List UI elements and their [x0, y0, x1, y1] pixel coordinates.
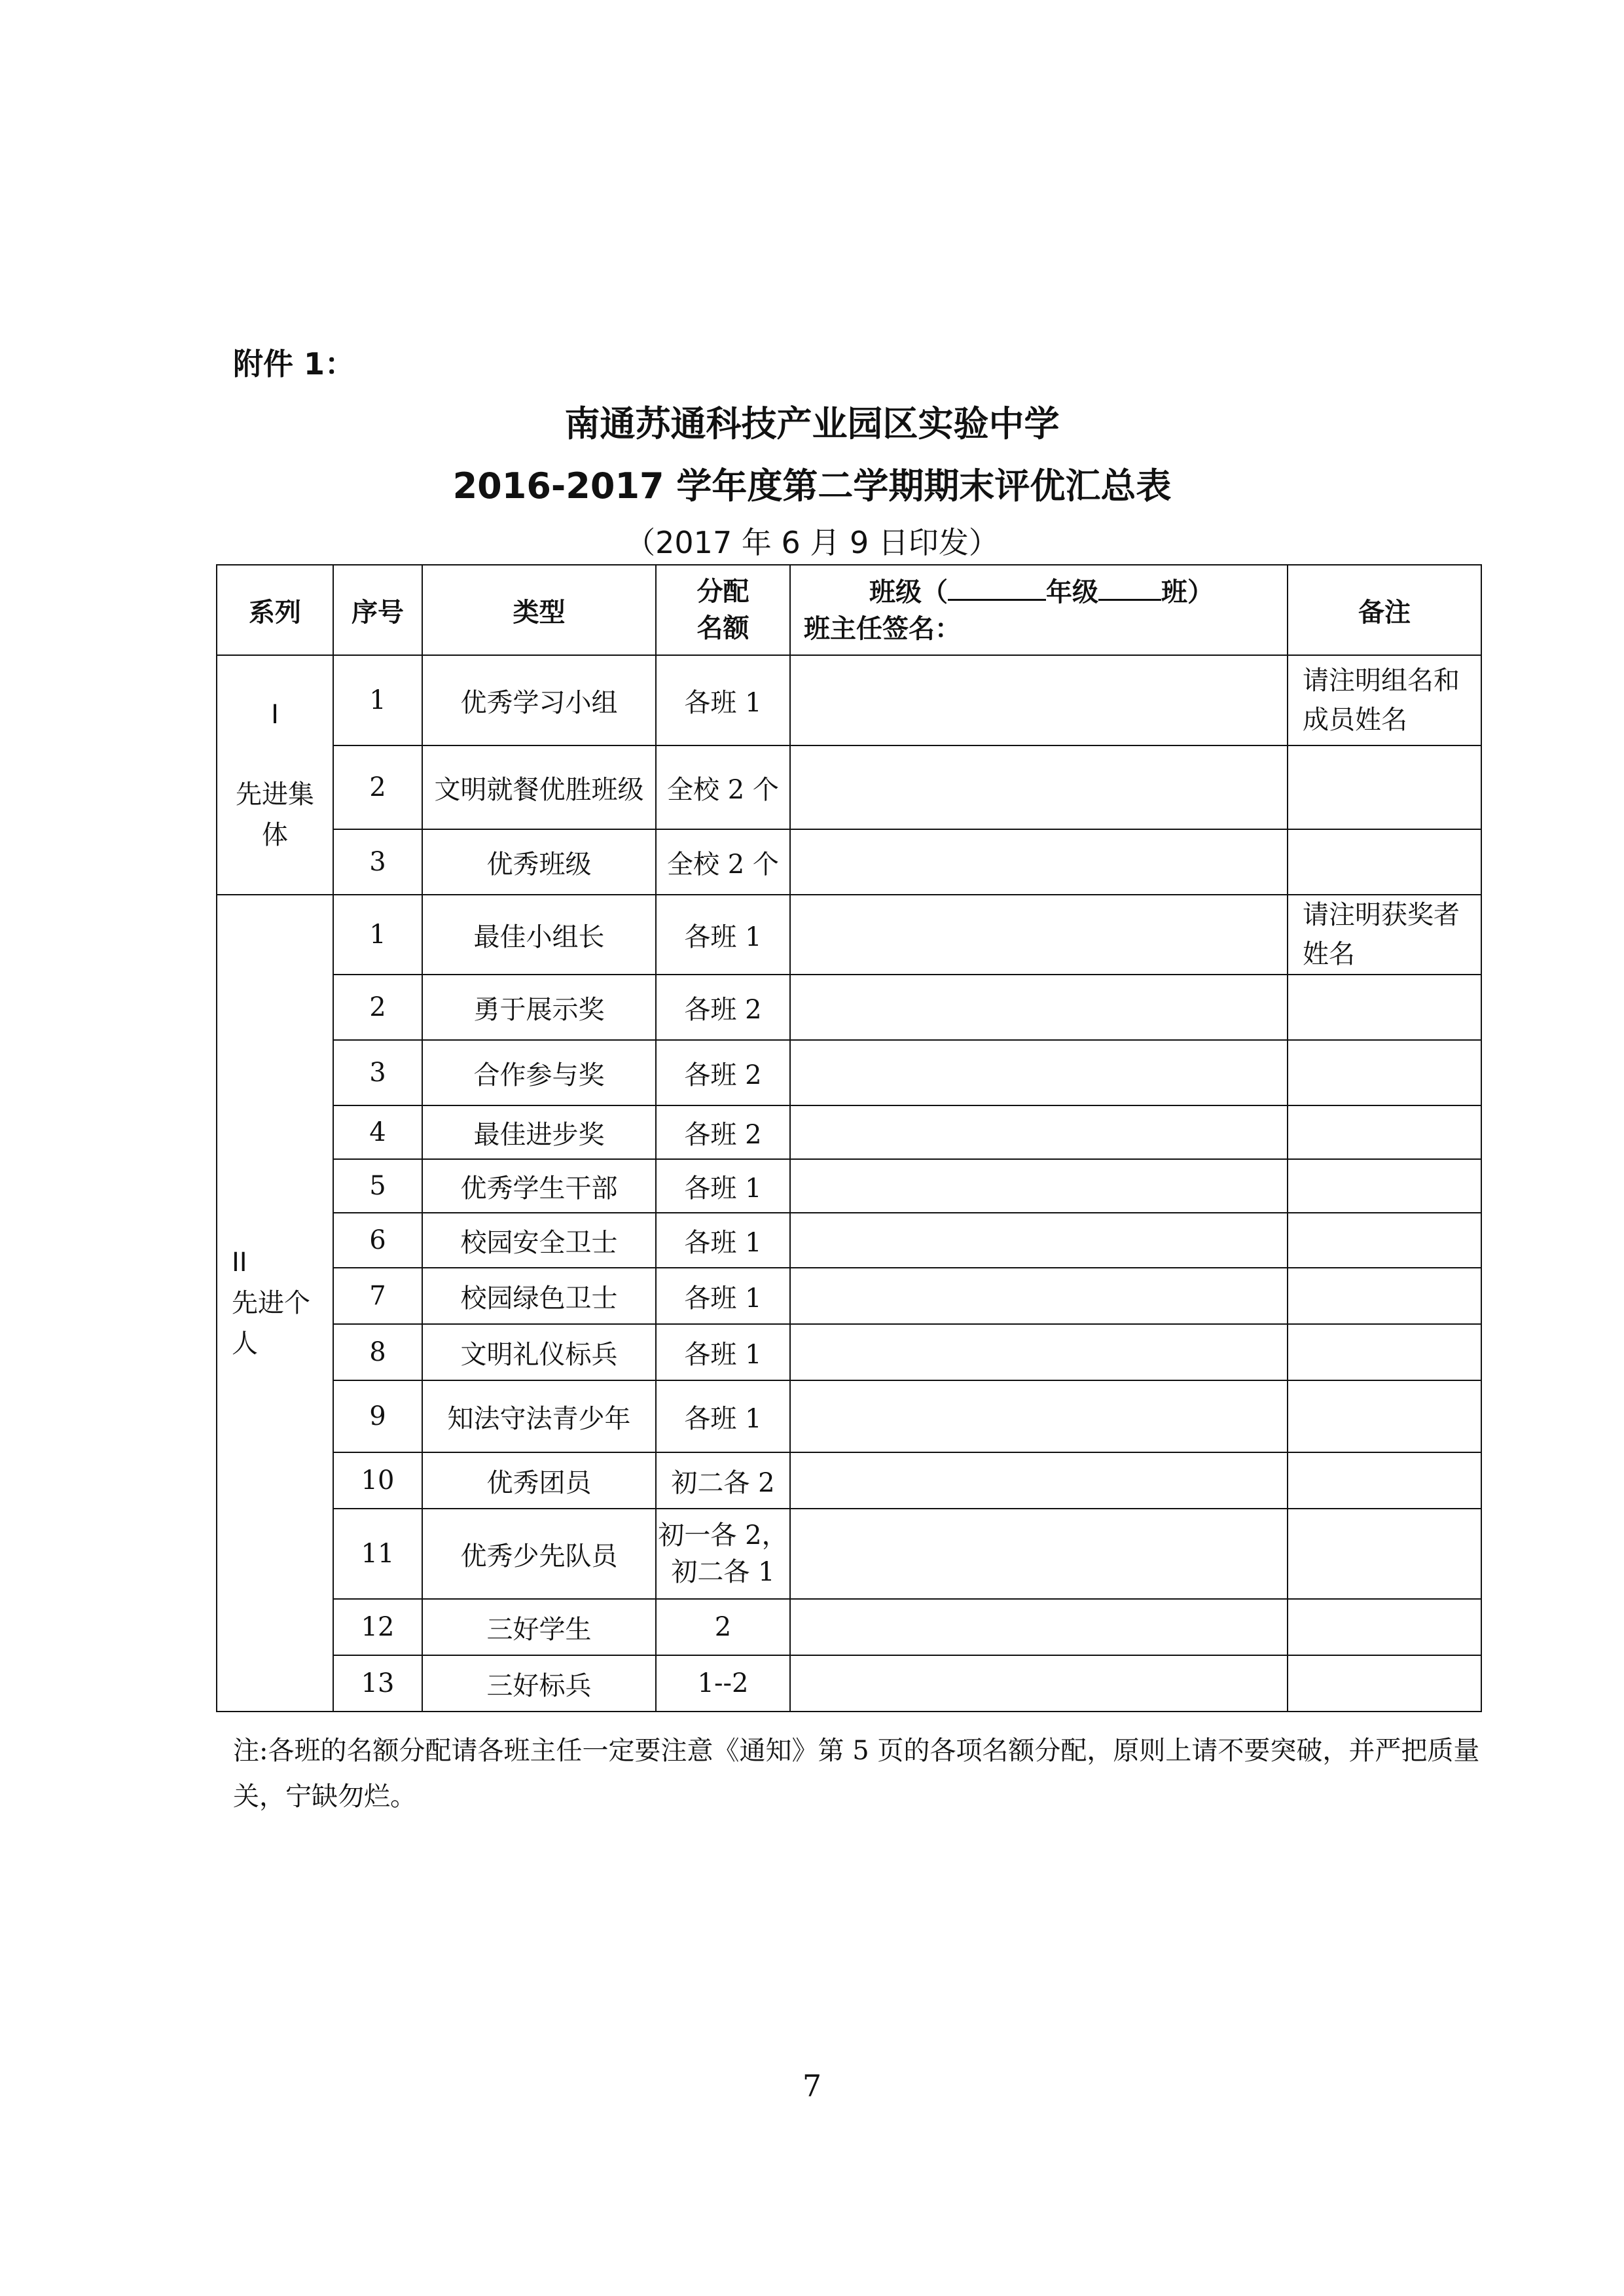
table-row: [217, 745, 1481, 829]
row-type: 知法守法青少年: [422, 1380, 656, 1452]
row-quota: 全校 2 个: [656, 829, 790, 895]
row-class-entry[interactable]: [790, 1380, 1288, 1452]
row-remark: [1288, 1268, 1481, 1324]
header-quota: [656, 565, 790, 655]
header-class-signature: 班主任签名：: [804, 614, 961, 644]
row-remark: [1288, 829, 1481, 895]
series-cell-individual: [217, 895, 333, 1712]
table-row: [217, 1452, 1481, 1509]
row-no: 2: [333, 975, 422, 1040]
row-no: 7: [333, 1268, 422, 1324]
row-type: 最佳小组长: [422, 895, 656, 975]
row-type: 三好学生: [422, 1599, 656, 1655]
header-quota-line2: 名额: [696, 613, 749, 643]
row-class-entry[interactable]: [790, 975, 1288, 1040]
row-quota: 各班 1: [656, 1380, 790, 1452]
table-row: [217, 1213, 1481, 1268]
document-subtitle-title: 2016-2017 学年度第二学期期末评优汇总表: [452, 465, 1172, 507]
table-row: [217, 1599, 1481, 1655]
row-remark: [1288, 1452, 1481, 1509]
table-row: [217, 1380, 1481, 1452]
row-class-entry[interactable]: [790, 1105, 1288, 1159]
class-blank[interactable]: [1098, 573, 1161, 601]
series-name-line1: 先进集: [236, 780, 314, 810]
header-class-grade: 年级: [1046, 577, 1098, 607]
row-no: 11: [333, 1509, 422, 1599]
header-type: 类型: [422, 565, 656, 655]
row-remark: [1288, 1040, 1481, 1105]
row-class-entry[interactable]: [790, 829, 1288, 895]
header-quota-line1: 分配: [696, 577, 749, 607]
series-roman: I: [271, 700, 279, 730]
row-no: 3: [333, 1040, 422, 1105]
row-no: 8: [333, 1324, 422, 1380]
table-row: [217, 895, 1481, 975]
row-type: 优秀团员: [422, 1452, 656, 1509]
series-name-line2: 体: [262, 820, 288, 850]
award-summary-table: [216, 564, 1482, 1712]
document-title: 南通苏通科技产业园区实验中学: [564, 403, 1060, 444]
row-type: 合作参与奖: [422, 1040, 656, 1105]
row-class-entry[interactable]: [790, 1159, 1288, 1213]
row-remark: [1288, 745, 1481, 829]
table-row: [217, 1040, 1481, 1105]
page-number: 7: [802, 2068, 822, 2104]
series-name-line2: 人: [232, 1329, 258, 1359]
series-roman: II: [232, 1247, 247, 1278]
table-row: [217, 1655, 1481, 1712]
row-type: 校园绿色卫士: [422, 1268, 656, 1324]
row-class-entry[interactable]: [790, 745, 1288, 829]
header-series: 系列: [217, 565, 333, 655]
row-remark: 请注明组名和成员姓名: [1288, 655, 1481, 745]
row-class-entry[interactable]: [790, 1324, 1288, 1380]
header-remark: 备注: [1288, 565, 1481, 655]
row-no: 13: [333, 1655, 422, 1712]
row-no: 5: [333, 1159, 422, 1213]
row-remark: [1288, 1324, 1481, 1380]
series-name-line1: 先进个: [232, 1288, 310, 1318]
row-no: 2: [333, 745, 422, 829]
header-class-suffix: 班）: [1161, 577, 1214, 607]
row-no: 12: [333, 1599, 422, 1655]
row-remark: [1288, 1655, 1481, 1712]
row-quota: 初二各 2: [656, 1452, 790, 1509]
row-no: 6: [333, 1213, 422, 1268]
row-class-entry[interactable]: [790, 1268, 1288, 1324]
row-class-entry[interactable]: [790, 1599, 1288, 1655]
footnote: 注:各班的名额分配请各班主任一定要注意《通知》第 5 页的各项名额分配，原则上请不要突破，并严把质量关，宁缺勿烂。: [233, 1736, 1480, 1812]
row-class-entry[interactable]: [790, 895, 1288, 975]
table-row: [217, 1324, 1481, 1380]
table-row: [217, 1509, 1481, 1599]
row-class-entry[interactable]: [790, 1452, 1288, 1509]
grade-blank[interactable]: [948, 573, 1046, 601]
table-header-row: [217, 565, 1481, 655]
row-type: 三好标兵: [422, 1655, 656, 1712]
row-no: 1: [333, 895, 422, 975]
row-type: 优秀班级: [422, 829, 656, 895]
row-no: 1: [333, 655, 422, 745]
issue-date: （2017 年 6 月 9 日印发）: [625, 525, 999, 560]
row-type: 优秀学生干部: [422, 1159, 656, 1213]
row-remark: 请注明获奖者姓名: [1288, 895, 1481, 975]
table-row: [217, 1268, 1481, 1324]
series-cell-collective: [217, 655, 333, 895]
row-type: 勇于展示奖: [422, 975, 656, 1040]
row-remark: [1288, 1599, 1481, 1655]
row-type: 文明礼仪标兵: [422, 1324, 656, 1380]
header-class: [790, 565, 1288, 655]
row-remark: [1288, 1509, 1481, 1599]
row-remark: [1288, 1380, 1481, 1452]
row-quota: 各班 2: [656, 1105, 790, 1159]
row-type: 优秀少先队员: [422, 1509, 656, 1599]
row-type: 校园安全卫士: [422, 1213, 656, 1268]
attachment-label: 附件 1：: [233, 346, 355, 382]
row-quota: 1--2: [656, 1655, 790, 1712]
table-row: [217, 655, 1481, 745]
row-class-entry[interactable]: [790, 1655, 1288, 1712]
header-no: 序号: [333, 565, 422, 655]
row-remark: [1288, 1159, 1481, 1213]
row-no: 10: [333, 1452, 422, 1509]
table-row: [217, 975, 1481, 1040]
table-row: [217, 1105, 1481, 1159]
row-no: 4: [333, 1105, 422, 1159]
row-quota: 各班 1: [656, 655, 790, 745]
row-quota: 各班 1: [656, 1159, 790, 1213]
row-no: 3: [333, 829, 422, 895]
table-row: [217, 829, 1481, 895]
row-type: 文明就餐优胜班级: [422, 745, 656, 829]
row-quota: 全校 2 个: [656, 745, 790, 829]
row-quota-line2: 初二各 1: [671, 1557, 775, 1587]
row-quota: 各班 1: [656, 1268, 790, 1324]
row-quota: 各班 1: [656, 1213, 790, 1268]
row-class-entry[interactable]: [790, 1213, 1288, 1268]
row-class-entry[interactable]: [790, 1509, 1288, 1599]
row-quota: 各班 2: [656, 1040, 790, 1105]
row-quota-line1: 初一各 2，: [658, 1520, 788, 1551]
table-row: [217, 1159, 1481, 1213]
row-type: 优秀学习小组: [422, 655, 656, 745]
row-class-entry[interactable]: [790, 655, 1288, 745]
row-quota: 各班 1: [656, 1324, 790, 1380]
row-remark: [1288, 1213, 1481, 1268]
row-quota: 各班 2: [656, 975, 790, 1040]
row-quota: 各班 1: [656, 895, 790, 975]
row-quota: 2: [656, 1599, 790, 1655]
row-remark: [1288, 1105, 1481, 1159]
row-no: 9: [333, 1380, 422, 1452]
row-class-entry[interactable]: [790, 1040, 1288, 1105]
row-type: 最佳进步奖: [422, 1105, 656, 1159]
row-quota: [656, 1509, 790, 1599]
header-class-prefix: 班级（: [869, 577, 948, 607]
row-remark: [1288, 975, 1481, 1040]
